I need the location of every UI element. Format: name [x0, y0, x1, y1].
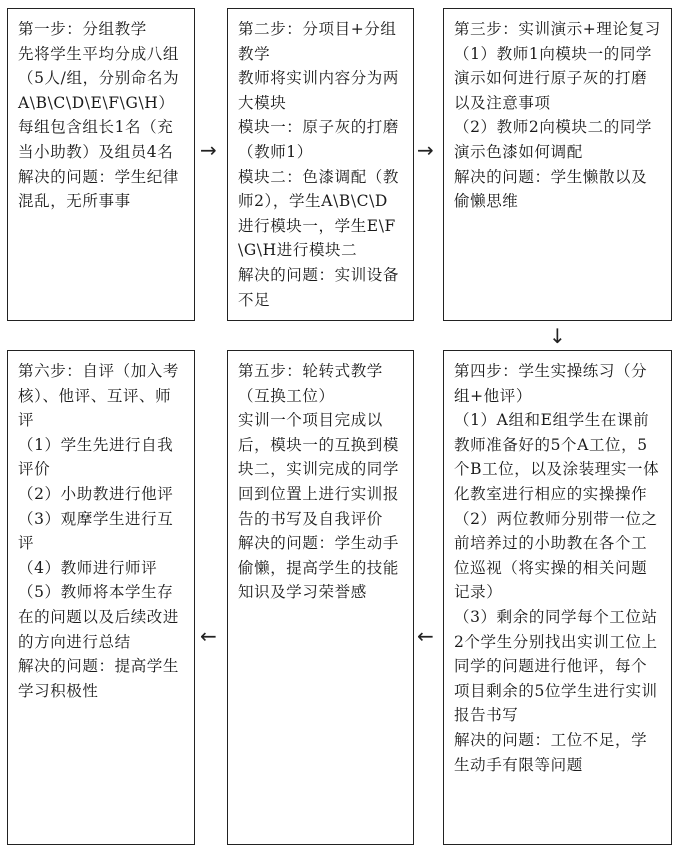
step1-title: 第一步：分组教学 — [18, 20, 147, 38]
step4-item3: （3）剩余的同学每个工位站2个学生分别找出实训工位上同学的问题进行他评，每个项目剩余的5位学生进行实训报告书写 — [454, 607, 658, 725]
step6-item3: （3）观摩学生进行互评 — [18, 509, 174, 553]
arrow-right-icon: → — [200, 138, 217, 162]
step6-box — [7, 350, 195, 845]
step3-box — [443, 8, 672, 321]
step6-item5: （5）教师将本学生存在的问题以及后续改进的方向进行总结 — [18, 583, 180, 651]
step1-problem: 解决的问题：学生纪律混乱，无所事事 — [18, 167, 180, 211]
step5-title: 第五步：轮转式教学（互换工位） — [238, 362, 383, 405]
step3-item2: （2）教师2向模块二的同学演示色漆如何调配 — [454, 118, 653, 161]
step1-content: 先将学生平均分成八组（5人/组，分别命名为A\B\C\D\E\F\G\H）每组包含组长1名（充当小助教）及组员4名 — [18, 44, 180, 161]
step2-content: 教师将实训内容分为两大模块 — [238, 69, 400, 112]
step4-title: 第四步：学生实操练习（分组+他评） — [454, 362, 648, 405]
arrow-left-icon: ← — [417, 624, 434, 648]
step4-problem: 解决的问题：工位不足，学生动手有限等问题 — [454, 730, 648, 774]
step2-box — [227, 8, 414, 321]
step6-item4: （4）教师进行师评 — [18, 558, 158, 577]
step5-problem: 解决的问题：学生动手偷懒，提高学生的技能知识及学习荣誉感 — [238, 534, 400, 602]
arrow-left-icon: ← — [200, 624, 217, 648]
step2-title: 第二步：分项目+分组教学 — [238, 20, 397, 63]
step4-item1: （1）A组和E组学生在课前教师准备好的5个A工位，5个B工位，以及涂装理实一体化教室进行相应的实操操作 — [454, 411, 660, 503]
step2-module2: 模块二：色漆调配（教师2），学生A\B\C\D进行模块一，学生E\F\G\H进行模块二 — [238, 167, 400, 260]
arrow-right-icon: → — [417, 138, 434, 162]
step4-item2: （2）两位教师分别带一位之前培养过的小助教在各个工位巡视（将实操的相关问题记录） — [454, 509, 658, 602]
step5-content: 实训一个项目完成以后，模块一的互换到模块二，实训完成的同学回到位置上进行实训报告的书写及自我评价 — [238, 411, 400, 528]
step4-box — [443, 350, 672, 845]
step3-item1: （1）教师1向模块一的同学演示如何进行原子灰的打磨以及注意事项 — [454, 44, 653, 112]
arrow-down-icon: ↓ — [549, 324, 566, 348]
step6-item1: （1）学生先进行自我评价 — [18, 435, 174, 479]
step5-box — [227, 350, 414, 845]
step3-problem: 解决的问题：学生懒散以及偷懒思维 — [454, 167, 648, 211]
step1-box — [7, 8, 195, 321]
step3-title: 第三步：实训演示+理论复习 — [454, 20, 661, 38]
step2-module1: 模块一：原子灰的打磨（教师1） — [238, 118, 400, 161]
step6-title: 第六步：自评（加入考核）、他评、互评、师评 — [18, 362, 180, 430]
step6-problem: 解决的问题：提高学生学习积极性 — [18, 657, 180, 700]
step6-item2: （2）小助教进行他评 — [18, 484, 174, 503]
step2-problem: 解决的问题：实训设备不足 — [238, 265, 400, 309]
